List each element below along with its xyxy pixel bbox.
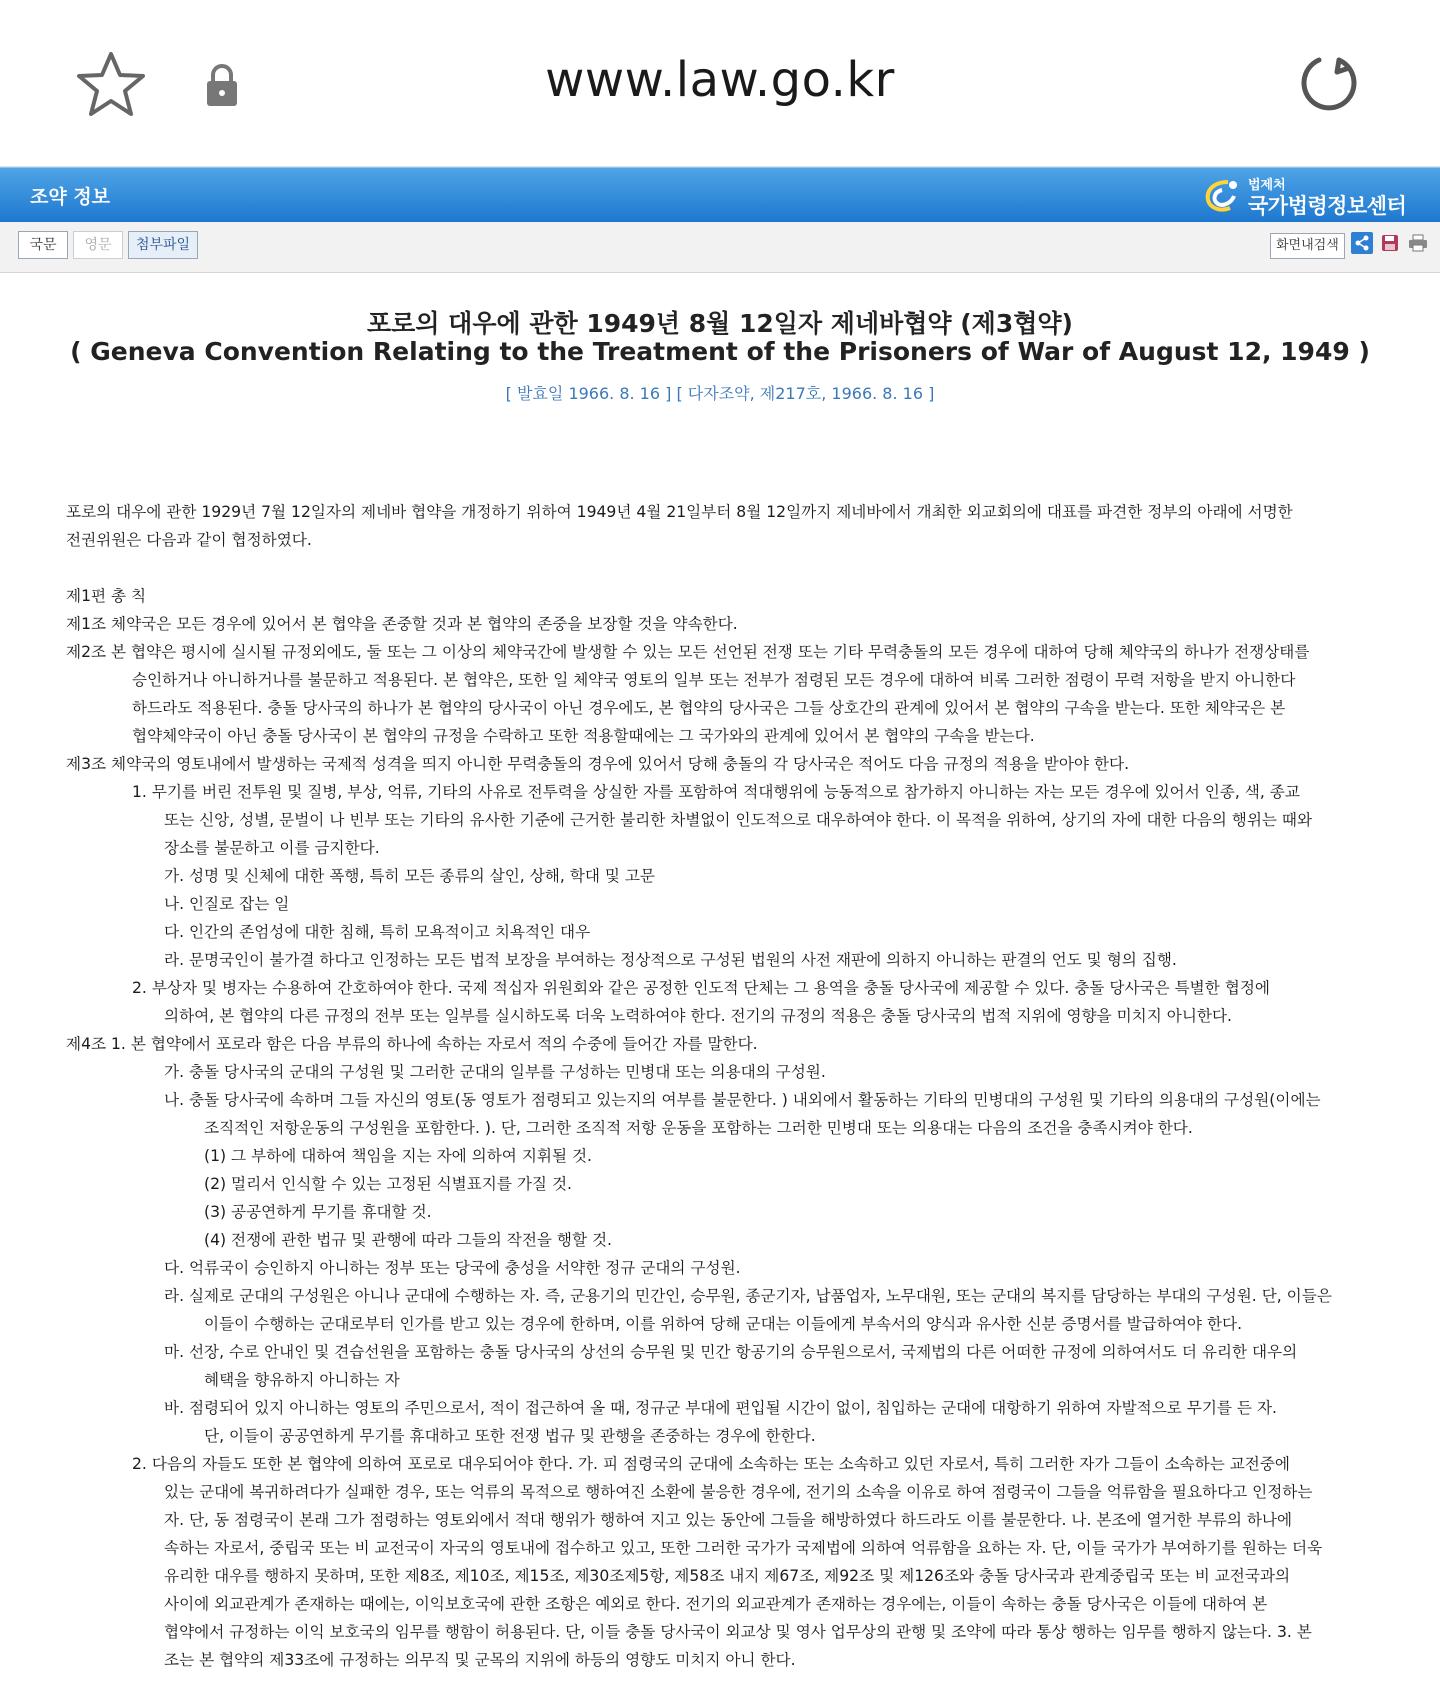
article-line: 있는 군대에 복귀하려다가 실패한 경우, 또는 억류의 목적으로 행하여진 소환에 불응한 경우에, 전기의 소속을 이유로 하여 점령국이 그들을 억류함을 필요하다고 인정하는 <box>164 1483 1313 1501</box>
article-line: 제1조 체약국은 모든 경우에 있어서 본 협약을 존중할 것과 본 협약의 존중을 보장할 것을 약속한다. <box>66 615 738 633</box>
article-line: 유리한 대우를 행하지 못하며, 또한 제8조, 제10조, 제15조, 제30조제5항, 제58조 내지 제67조, 제92조 및 제126조와 충돌 당사국과 관계중립국 또는 비 교전국과의 <box>164 1567 1291 1585</box>
article-line: 승인하거나 아니하거나를 불문하고 적용된다. 본 협약은, 또한 일 체약국 영토의 일부 또는 전부가 점령된 모든 경우에 대하여 비록 그러한 점령이 무력 저항을 받지 아니한다 <box>132 671 1296 689</box>
treaty-title-english: ( Geneva Convention Relating to the Treatment of the Prisoners of War of August 12, 1949 ) <box>70 337 1370 366</box>
article-line: 1. 무기를 버린 전투원 및 질병, 부상, 억류, 기타의 사유로 전투력을 상실한 자를 포함하여 적대행위에 능동적으로 참가하지 아니하는 자는 모든 경우에 있어서 인종, 색, 종교 <box>132 783 1300 801</box>
article-line: 다. 인간의 존엄성에 대한 침해, 특히 모욕적이고 치욕적인 대우 <box>164 923 591 941</box>
article-line: 나. 충돌 당사국에 속하며 그들 자신의 영토(동 영토가 점령되고 있는지의 여부를 불문한다. ) 내외에서 활동하는 기타의 민병대의 구성원 및 기타의 의용대의 구성원(이에는 <box>164 1091 1321 1109</box>
tab-english[interactable]: 영문 <box>73 231 123 259</box>
article-line: 사이에 외교관계가 존재하는 때에는, 이익보호국에 관한 조항은 예외로 한다. 전기의 외교관계가 존재하는 경우에는, 이들이 속하는 충돌 당사국은 이들에 대하여 본 <box>164 1595 1268 1613</box>
print-icon[interactable] <box>1408 234 1428 256</box>
article-line: 라. 실제로 군대의 구성원은 아니나 군대에 수행하는 자. 즉, 군용기의 민간인, 승무원, 종군기자, 납품업자, 노무대원, 또는 군대의 복지를 담당하는 부대의 구성원. 단, 이들은 <box>164 1287 1332 1305</box>
article-line: 협약에서 규정하는 이익 보호국의 임무를 행함이 허용된다. 단, 이들 충돌 당사국이 외교상 및 영사 업무상의 관행 및 조약에 따라 통상 행하는 임무를 행하지 않는다. 3. 본 <box>164 1623 1312 1641</box>
logo-small-text: 법제처 <box>1248 178 1286 193</box>
tab-korean[interactable]: 국문 <box>18 231 68 259</box>
article-line: 장소를 불문하고 이를 금지한다. <box>164 839 380 857</box>
article-line: 2. 부상자 및 병자는 수용하여 간호하여야 한다. 국제 적십자 위원회와 같은 공정한 인도적 단체는 그 용역을 충돌 당사국에 제공할 수 있다. 충돌 당사국은 특별한 협정에 <box>132 979 1270 997</box>
article-line: 조는 본 협약의 제33조에 규정하는 의무직 및 군목의 지위에 하등의 영향도 미치지 아니 한다. <box>164 1651 796 1669</box>
article-line: 나. 인질로 잡는 일 <box>164 895 290 913</box>
article-line: 단, 이들이 공공연하게 무기를 휴대하고 또한 전쟁 법규 및 관행을 존중하는 경우에 한한다. <box>204 1427 816 1445</box>
article-line: 혜택을 향유하지 아니하는 자 <box>204 1371 400 1389</box>
article-line: 의하여, 본 협약의 다른 규정의 전부 또는 일부를 실시하도록 더욱 노력하여야 한다. 전기의 규정의 적용은 충돌 당사국의 법적 지위에 영향을 미치지 아니한다. <box>164 1007 1232 1025</box>
header-bar <box>0 167 1440 222</box>
article-line: 속하는 자로서, 중립국 또는 비 교전국이 자국의 영토내에 접수하고 있고, 또한 그러한 국가가 국제법에 의하여 억류함을 요하는 자. 단, 이들 국가가 부여하기를 원하는 더욱 <box>164 1539 1323 1557</box>
article-line: 이들이 수행하는 군대로부터 인가를 받고 있는 경우에 한하며, 이를 위하여 당해 군대는 이들에게 부속서의 양식과 유사한 신분 증명서를 발급하여야 한다. <box>204 1315 1243 1333</box>
article-line: 바. 점령되어 있지 아니하는 영토의 주민으로서, 적이 접근하여 올 때, 정규군 부대에 편입될 시간이 없이, 침입하는 군대에 대항하기 위하여 자발적으로 무기를 든 자. <box>164 1399 1277 1417</box>
article-line: 다. 억류국이 승인하지 아니하는 정부 또는 당국에 충성을 서약한 정규 군대의 구성원. <box>164 1259 741 1277</box>
toolbar <box>0 222 1440 273</box>
article-line: 제1편 총 칙 <box>66 587 147 605</box>
article-line: (3) 공공연하게 무기를 휴대할 것. <box>204 1203 432 1221</box>
site-logo[interactable] <box>1200 172 1410 218</box>
article-line: 하드라도 적용된다. 충돌 당사국의 하나가 본 협약의 당사국이 아닌 경우에도, 본 협약의 당사국은 그들 상호간의 관계에 있어서 본 협약의 구속을 받는다. 또한 체약국은 본 <box>132 699 1286 717</box>
article-line: (1) 그 부하에 대하여 책임을 지는 자에 의하여 지휘될 것. <box>204 1147 592 1165</box>
article-line: 제2조 본 협약은 평시에 실시될 규정외에도, 둘 또는 그 이상의 체약국간에 발생할 수 있는 모든 선언된 전쟁 또는 기타 무력충돌의 모든 경우에 대하여 당해 체약국의 하나가 전쟁상태를 <box>66 643 1310 661</box>
article-line: 가. 성명 및 신체에 대한 폭행, 특히 모든 종류의 살인, 상해, 학대 및 고문 <box>164 867 655 885</box>
save-icon[interactable] <box>1381 234 1399 256</box>
article-line: 라. 문명국인이 불가결 하다고 인정하는 모든 법적 보장을 부여하는 정상적으로 구성된 법원의 사전 재판에 의하지 아니하는 판결의 언도 및 형의 집행. <box>164 951 1177 969</box>
article-line: 가. 충돌 당사국의 군대의 구성원 및 그러한 군대의 일부를 구성하는 민병대 또는 의용대의 구성원. <box>164 1063 826 1081</box>
tab-attachment[interactable]: 첨부파일 <box>128 231 198 259</box>
browser-address-bar <box>0 0 1440 167</box>
article-line: 제4조 1. 본 협약에서 포로라 함은 다음 부류의 하나에 속하는 자로서 적의 수중에 들어간 자를 말한다. <box>66 1035 758 1053</box>
article-line: (4) 전쟁에 관한 법규 및 관행에 따라 그들의 작전을 행할 것. <box>204 1231 613 1249</box>
treaty-body <box>66 498 1366 1674</box>
article-line: (2) 멀리서 인식할 수 있는 고정된 식별표지를 가질 것. <box>204 1175 572 1193</box>
screen-search-button[interactable]: 화면내검색 <box>1270 233 1345 259</box>
article-line: 또는 신앙, 성별, 문벌이 나 빈부 또는 기타의 유사한 기준에 근거한 불리한 차별없이 인도적으로 대우하여야 한다. 이 목적을 위하여, 상기의 자에 대한 다음의 행위는 때와 <box>164 811 1313 829</box>
reload-icon[interactable] <box>1295 50 1361 120</box>
preamble-line: 전권위원은 다음과 같이 협정하였다. <box>66 531 312 549</box>
logo-big-text: 국가법령정보센터 <box>1248 194 1407 218</box>
article-line: 자. 단, 동 점령국이 본래 그가 점령하는 영토외에서 적대 행위가 행하여 지고 있는 동안에 그들을 해방하였다 하드라도 이를 불문한다. 나. 본조에 열거한 부류의 하나에 <box>164 1511 1293 1529</box>
logo-emblem-icon <box>1200 176 1242 216</box>
article-line: 조직적인 저항운동의 구성원을 포함한다. ). 단, 그러한 조직적 저항 운동을 포함하는 그러한 민병대 또는 의용대는 다음의 조건을 충족시켜야 한다. <box>204 1119 1193 1137</box>
article-line: 2. 다음의 자들도 또한 본 협약에 의하여 포로로 대우되어야 한다. 가. 피 점령국의 군대에 소속하는 또는 소속하고 있던 자로서, 특히 그러한 자가 그들이 소속하는 교전중에 <box>132 1455 1290 1473</box>
url-text[interactable]: www.law.go.kr <box>545 52 895 108</box>
treaty-title-korean: 포로의 대우에 관한 1949년 8월 12일자 제네바협약 (제3협약) <box>367 309 1073 338</box>
article-line: 마. 선장, 수로 안내인 및 견습선원을 포함하는 충돌 당사국의 상선의 승무원 및 민간 항공기의 승무원으로서, 국제법의 다른 어떠한 규정에 의하여서도 더 유리한 대우의 <box>164 1343 1298 1361</box>
share-icon[interactable] <box>1351 232 1373 254</box>
treaty-dates: [ 발효일 1966. 8. 16 ] [ 다자조약, 제217호, 1966. 8. 16 ] <box>505 384 935 403</box>
article-list <box>66 582 1366 1674</box>
article-line: 제3조 체약국의 영토내에서 발생하는 국제적 성격을 띄지 아니한 무력충돌의 경우에 있어서 당해 충돌의 각 당사국은 적어도 다음 규정의 적용을 받아야 한다. <box>66 755 1130 773</box>
preamble-line: 포로의 대우에 관한 1929년 7월 12일자의 제네바 협약을 개정하기 위하여 1949년 4월 21일부터 8월 12일까지 제네바에서 개최한 외교회의에 대표를 파견한 정부의 아래에 서명한 <box>66 503 1293 521</box>
page-title: 조약 정보 <box>30 186 111 208</box>
article-line: 협약체약국이 아닌 충돌 당사국이 본 협약의 규정을 수락하고 또한 적용할때에는 그 국가와의 관계에 있어서 본 협약의 구속을 받는다. <box>132 727 1035 745</box>
